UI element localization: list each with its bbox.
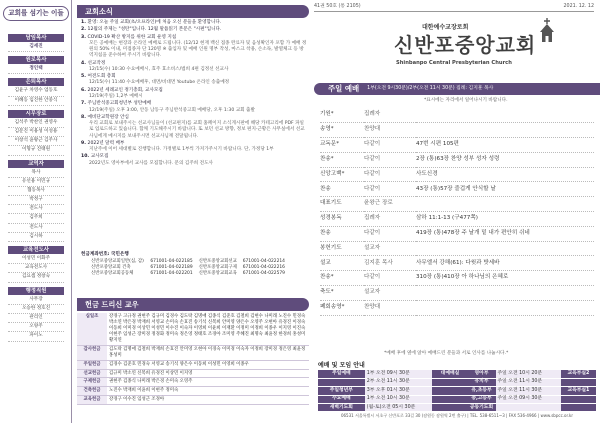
bank-row [89, 271, 289, 277]
offering-type: 감사헌금 [77, 345, 107, 360]
schedule-cell: 유,초등부 [467, 387, 495, 395]
schedule-cell [432, 395, 467, 403]
offering-type: 구제헌금 [77, 378, 107, 387]
schedule-cell: (월-토)오전 05시 30분 [365, 404, 433, 412]
staff-name: 전도사 [8, 205, 64, 214]
staff-heading: 교회를 섬기는 이들 [3, 6, 69, 21]
offering-row [77, 369, 309, 378]
order-row [320, 241, 594, 256]
schedule-cell [432, 387, 467, 395]
news-item [81, 115, 307, 140]
order-leader: 다같이 [364, 182, 416, 197]
schedule-cell: 교육부실1 [561, 387, 596, 395]
news-item-number: 5. [81, 74, 88, 80]
order-content [416, 197, 594, 212]
staff-group-title: 은퇴목사 [8, 78, 64, 86]
schedule-cell: 주일 오전 11시 30분 [496, 378, 561, 386]
issue-number: 41권 50호 (통 2105) [314, 4, 361, 9]
order-leader: 다같이 [364, 167, 416, 182]
schedule-cell: 주일 오전 11시 30분 [496, 387, 561, 395]
schedule-row [318, 404, 596, 412]
offering-heading: 헌금 드리신 교우 [77, 298, 309, 311]
order-label: 기원* [320, 108, 364, 123]
order-label: 축도* [320, 286, 364, 301]
order-leader: 집례자 [364, 108, 416, 123]
order-label: 찬송 [320, 182, 364, 197]
staff-name: 김주희 [8, 214, 64, 223]
schedule-table [318, 370, 596, 412]
order-content: 47번 시편 105편 [416, 138, 594, 153]
staff-name: 이창석 윤왕근 김주사 [8, 137, 64, 146]
order-label: 찬송 [320, 226, 364, 241]
staff-name: 오양주 [8, 323, 64, 332]
offering-names: 김경수 김준호 민경숙 서영교 송기석 양은수 이동희 이성민 이영희 이종우 [107, 360, 309, 369]
news-item-text: 여전도회 총회 [87, 74, 116, 80]
staff-name: 김문진 이용성 이성용 [8, 128, 64, 137]
schedule-row [318, 387, 596, 395]
staff-group [8, 246, 64, 283]
schedule-title: 예배 및 모임 안내 [318, 362, 365, 369]
order-leader: 찬양대 [364, 300, 416, 315]
order-row [320, 300, 594, 315]
order-content: 2장 (통)63장 찬양 성부 성자 성령 [416, 152, 594, 167]
bank-table [89, 259, 289, 277]
order-leader: 다같이 [364, 226, 416, 241]
worship-title: 주일 예배 [328, 84, 360, 93]
bank-cell: 671001-04-022201 [150, 271, 193, 277]
offering-type: 선교헌금 [77, 369, 107, 378]
staff-name: 정인택 [8, 65, 64, 74]
news-item-detail: 모든 공예배는 현장과 온라인 예배로 드립니다. (12/12 현재 백신 접종 완료자 및 음성확인자 포함 가 예배 정원의 50% 이내, 미접종자 단 120명 ※ 출입자 및 예배 인원 명부 작성, 마스크 착용, 손소독, 발열체크 등 방역지침을 준수하여 주시기 바랍니다. [89, 40, 307, 59]
offering-type: 주일헌금 [77, 360, 107, 369]
bank-cell: 671001-04-022579 [242, 271, 285, 277]
news-item-text: 주님반석중고회청년부 성탄예배 [87, 101, 152, 107]
offering-type: 십일조 [77, 313, 107, 345]
news-item-title [81, 20, 307, 26]
order-label: 성경봉독 [320, 212, 364, 227]
news-item-number: 1. [81, 20, 88, 25]
order-row [320, 197, 594, 212]
order-row [320, 226, 594, 241]
church-name-en: Shinbanpo Central Presbyterian Church [396, 60, 512, 66]
order-label: 송영* [320, 123, 364, 138]
offering-names: 김규미 박소연 신복희 유경진 이상민 이지영 [107, 369, 309, 378]
order-leader: 찬양대 [364, 123, 416, 138]
schedule-cell [496, 404, 561, 412]
news-heading: 교회소식 [77, 5, 309, 18]
church-logo [394, 22, 564, 74]
issue-line [314, 4, 594, 12]
church-address: 06531 서울특별시 서초구 신반포로 33길 30 (잠원동 잠원역 2번 출구) | TEL. 538-6511~3 | FAX 536-4966 | www.sbpcc.or.kr [340, 413, 574, 418]
order-leader: 다같이 [364, 271, 416, 286]
news-item-detail: 12/15(수) 11:40 수요예배후, 대면/비대면 Youtube 온라인 송출예정 [89, 80, 230, 86]
news-item-title [81, 27, 307, 33]
offering-row [77, 360, 309, 369]
order-label: 교독문* [320, 138, 364, 153]
news-item [81, 61, 307, 73]
order-leader: 윤왕근 장로 [364, 197, 416, 212]
news-item-detail: 12/15(수) 10:30 수요예배시, 효주 효소비스/법희 4편 김정선 선교사 [89, 66, 229, 72]
news-item [81, 27, 307, 33]
order-label: 찬송* [320, 152, 364, 167]
staff-name: 전도사 [8, 224, 64, 233]
staff-group [8, 110, 64, 156]
offering-section [77, 298, 309, 405]
order-row [320, 138, 594, 153]
staff-column [0, 0, 72, 423]
staff-name: 김윤구 차영수 엄동호 [8, 87, 64, 96]
order-leader: 설교자 [364, 241, 416, 256]
offering-type: 건축헌금 [77, 387, 107, 396]
order-content [416, 286, 594, 301]
staff-group [8, 78, 64, 105]
schedule-cell: 3부 오후 01시 30분 [365, 387, 433, 395]
news-item-detail: 지난주에 이어 세대별로 진행합니다. 가정별로 1부씩 가져가주시기 바랍니다. 단, 가정당 1부 [89, 147, 274, 153]
order-label: 찬송* [320, 271, 364, 286]
worship-banner [314, 83, 600, 95]
staff-group [8, 56, 64, 74]
order-row [320, 152, 594, 167]
schedule-cell [432, 378, 467, 386]
schedule-cell: 영아부 [467, 370, 495, 378]
issue-date: 2021. 12. 12 [563, 4, 594, 9]
news-item [81, 74, 307, 86]
offering-names: 강경구 고규정 권현주 김규미 김경수 김도락 김명애 김종식 김준호 김철희 김현수 나미래 노진수 민경숙 박소연 박은경 박재희 서영교 손미숙 손효진 송기석 신복희 안미영 양은수 오영주 오현아 유경진 이경숙 이동희 이미경 이상민 이성민 이수진 이숙자 이영희 이윤희 이재환 이정미 이정희 이종우 이지영 이진숙 이현주 임성근 장미경 정경화 정미숙 정은영 정태호 조경아 조미영 주혜진 최명숙 최윤정 한경희 홍성미 황지연 [107, 313, 309, 345]
schedule-cell: 주일 오전 09시 30분 [496, 395, 561, 403]
staff-name: 김시하 [8, 233, 64, 242]
staff-name: 박정구 [8, 196, 64, 205]
order-content: 사무엘서 강해(61): 다윗과 밧세바 [416, 256, 594, 271]
worship-order [320, 108, 594, 316]
offering-row [77, 396, 309, 405]
staff-name: 이성민 이화주 [8, 255, 64, 264]
order-row [320, 182, 594, 197]
offering-names: 권현주 김종식 나미래 박은경 손미숙 오영주 [107, 378, 309, 387]
staff-name: 김세진 [8, 43, 64, 52]
worship-time: 1부(오전 9시30분)/2부(오전 11시 30분) 집례: 김지훈 목사 [367, 86, 494, 91]
schedule-cell: 2부 오전 11시 30분 [365, 378, 433, 386]
schedule-cell: 1부 오전 09시 30분 [365, 370, 433, 378]
bank-cell: 671001-04-022189 [150, 265, 193, 271]
news-item-number: 6. [81, 87, 88, 93]
order-footnote: *예배 후에 옆에 앉아 예배드린 분들과 서로 인사를 나눕시다.* [384, 351, 509, 356]
offering-table [77, 313, 309, 405]
bank-accounts [81, 252, 307, 277]
order-leader: 다같이 [364, 138, 416, 153]
staff-name: 목사 [8, 169, 64, 178]
staff-name: 관리인 [8, 314, 64, 323]
worship-note: *표시에는 자리에서 일어나시기 바랍니다. [424, 98, 508, 103]
order-leader: 설교자 [364, 286, 416, 301]
denomination: 대한예수교장로회 [422, 24, 469, 31]
order-content: 43장 (통)57장 즐겁게 안식할 날 [416, 182, 594, 197]
news-item [81, 88, 307, 100]
order-label: 대표기도 [320, 197, 364, 212]
news-item-number: 4. [81, 60, 88, 66]
news-item [81, 141, 307, 153]
staff-group-title: 교역자 [8, 160, 64, 168]
schedule-cell: 수요예배 [318, 395, 365, 403]
order-row [320, 271, 594, 286]
order-row [320, 108, 594, 123]
schedule-cell: 주일 오전 10시 20분 [496, 370, 561, 378]
order-label: 폐회송영* [320, 300, 364, 315]
staff-name: 교육전도사 [8, 264, 64, 273]
news-item-detail: 우리 교회로 보내주시는 선교사님들이 (선교편지)를 교회 홈페이지 소식게시판에 해당 카테고리에 PDF 파일로 업로드하고 있습니다. 함께 기도해주시기 바랍니다. 또 보던 선교 방향, 정보 편지·근황은 사무실에서 선교사님에게 메시지를 보내주시면 선교사님께 전달됩니다. [89, 121, 305, 139]
staff-name: 이혜동 임진한 안중식 [8, 97, 64, 106]
offering-names: 김도락 김명애 김철희 박재희 손효진 안미영 오현아 이경숙 이미경 이숙자 이정희 장미경 정은영 최윤정 홍성미 [107, 345, 309, 360]
news-item-number: 10. [81, 154, 91, 160]
staff-group [8, 287, 64, 342]
news-item-number: 3. [81, 34, 88, 40]
schedule-cell [561, 404, 596, 412]
order-label: 봉헌기도 [320, 241, 364, 256]
bank-cell: 671001-04-022216 [242, 265, 285, 271]
bank-cell: 신반포중앙교회일반(십, 감) [91, 259, 144, 265]
staff-name: 오승한 정호진 [8, 305, 64, 314]
news-item-text: 2022년 달력 배부 [87, 140, 125, 146]
schedule-cell: 유치부 [467, 378, 495, 386]
order-row [320, 167, 594, 182]
order-content: 사도신경 [416, 167, 594, 182]
news-item-number: 7. [81, 101, 88, 107]
order-row [320, 286, 594, 301]
staff-name: 김석주 박찬인 권영우 [8, 119, 64, 128]
staff-list [8, 34, 64, 346]
order-content [416, 300, 594, 315]
staff-group-title: 시무장로 [8, 110, 64, 118]
offering-names: 노진수 박재희 이윤희 이현주 정미숙 [107, 387, 309, 396]
bank-cell: 671001-04-022185 [150, 259, 193, 265]
schedule-cell [561, 395, 596, 403]
staff-group-title: 담임목사 [8, 34, 64, 42]
bank-cell: 신반포중앙교회선교 [198, 259, 237, 265]
schedule-row [318, 395, 596, 403]
staff-name: 파이노 [8, 332, 64, 341]
schedule-cell: 주일예배 [318, 370, 365, 378]
order-row [320, 212, 594, 227]
order-content: 419장 (통)478장 주 날개 밑 내가 편안히 쉬네 [416, 226, 594, 241]
bank-cell: 신반포중앙교회구제 [198, 265, 237, 271]
staff-name: 이형규 진태원 [8, 146, 64, 155]
offering-row [77, 387, 309, 396]
schedule-cell: 공동기도회 [467, 404, 495, 412]
news-item-text: 선교작정 [87, 60, 106, 66]
news-item [81, 35, 307, 60]
staff-group [8, 34, 64, 52]
schedule-cell: 1부 오전 10시 30분 [365, 395, 433, 403]
news-item-text: 교사모집 [90, 154, 109, 160]
order-label: 신앙고백* [320, 167, 364, 182]
offering-row [77, 313, 309, 345]
news-item-number: 8. [81, 114, 88, 120]
staff-group-title: 행정직원 [8, 287, 64, 295]
staff-name: 유선용 이민규 [8, 178, 64, 187]
staff-group-title: 원로목사 [8, 56, 64, 64]
schedule-cell [432, 404, 467, 412]
schedule-row [318, 370, 596, 378]
schedule-cell: 새벽기도회 [318, 404, 365, 412]
order-row [320, 256, 594, 271]
order-content: 삼하 11:1-13 (구477쪽) [416, 212, 594, 227]
order-content: 310장 (통)410장 아 하나님의 은혜로 [416, 271, 594, 286]
staff-group [8, 160, 64, 243]
news-item [81, 101, 307, 113]
order-leader: 다같이 [364, 152, 416, 167]
news-item-detail: 12/19(주일) 1,2부 예배시 [89, 94, 143, 99]
bank-title: 헌금계좌번호: 국민은행 [81, 252, 129, 257]
schedule-cell [318, 378, 365, 386]
news-item-detail: 2022년도 영아부에서 교사를 모집합니다. 문의 김주희 전도사 [89, 160, 213, 166]
news-item-number: 9. [81, 140, 88, 146]
news-item-detail: 12/19(주일) 오후 3:00, 안동 남동구 주님반석중고회 예배당, 오후 1:30 교회 출발 [89, 107, 255, 113]
news-item-text: 예비단교학원장 안심 [87, 114, 129, 120]
offering-row [77, 378, 309, 387]
staff-name: 사무장 [8, 296, 64, 305]
staff-name: 협동목사 [8, 187, 64, 196]
order-content [416, 123, 594, 138]
staff-name: 김요셉 정창숙 [8, 273, 64, 282]
news-item [81, 20, 307, 26]
schedule-cell: 중,고등부 [467, 395, 495, 403]
schedule-cell: 대예배실 [432, 370, 467, 378]
news-item-text: 12월의 주제는 "성탄"입니다. 12월 말씀읽기 본문은 "시편"입니다. [87, 27, 222, 33]
offering-row [77, 345, 309, 360]
order-leader: 김지훈 목사 [364, 256, 416, 271]
order-label: 설교 [320, 256, 364, 271]
news-item-text: 환영: 오늘 주일 교회(초/오프라인)에 처음 오신 분들을 환영합니다. [87, 20, 222, 25]
schedule-cell: 교육부실2 [561, 370, 596, 378]
offering-type: 교육헌금 [77, 396, 107, 405]
news-item [81, 154, 307, 166]
bulletin-column [314, 0, 600, 423]
church-name: 신반포중앙교회 [394, 33, 537, 57]
news-column [77, 0, 309, 423]
staff-group-title: 교육전도사 [8, 246, 64, 254]
schedule-row [318, 378, 596, 386]
bank-cell: 671001-04-022214 [242, 259, 285, 265]
bank-cell: 신반포중앙교회교육 [198, 271, 237, 277]
bank-cell: 신반포중앙교회공동체 [91, 271, 134, 277]
schedule-cell: 주일청년부 [318, 387, 365, 395]
schedule-cell [561, 378, 596, 386]
church-steeple-icon [530, 16, 564, 46]
bank-cell: 신반포중앙교회 건축 [91, 265, 131, 271]
news-list [81, 20, 307, 168]
order-content [416, 108, 594, 123]
news-item-text: 2022년 세례교인 정기총회, 교사모집 [87, 87, 163, 93]
news-item-number: 2. [81, 27, 88, 33]
order-leader: 집례자 [364, 212, 416, 227]
order-content [416, 241, 594, 256]
news-item-text: COVID-19 확산 방지를 위한 교회 운영 지침 [87, 34, 177, 40]
offering-names: 강경구 이수진 임성근 조경아 [107, 396, 309, 405]
order-row [320, 123, 594, 138]
